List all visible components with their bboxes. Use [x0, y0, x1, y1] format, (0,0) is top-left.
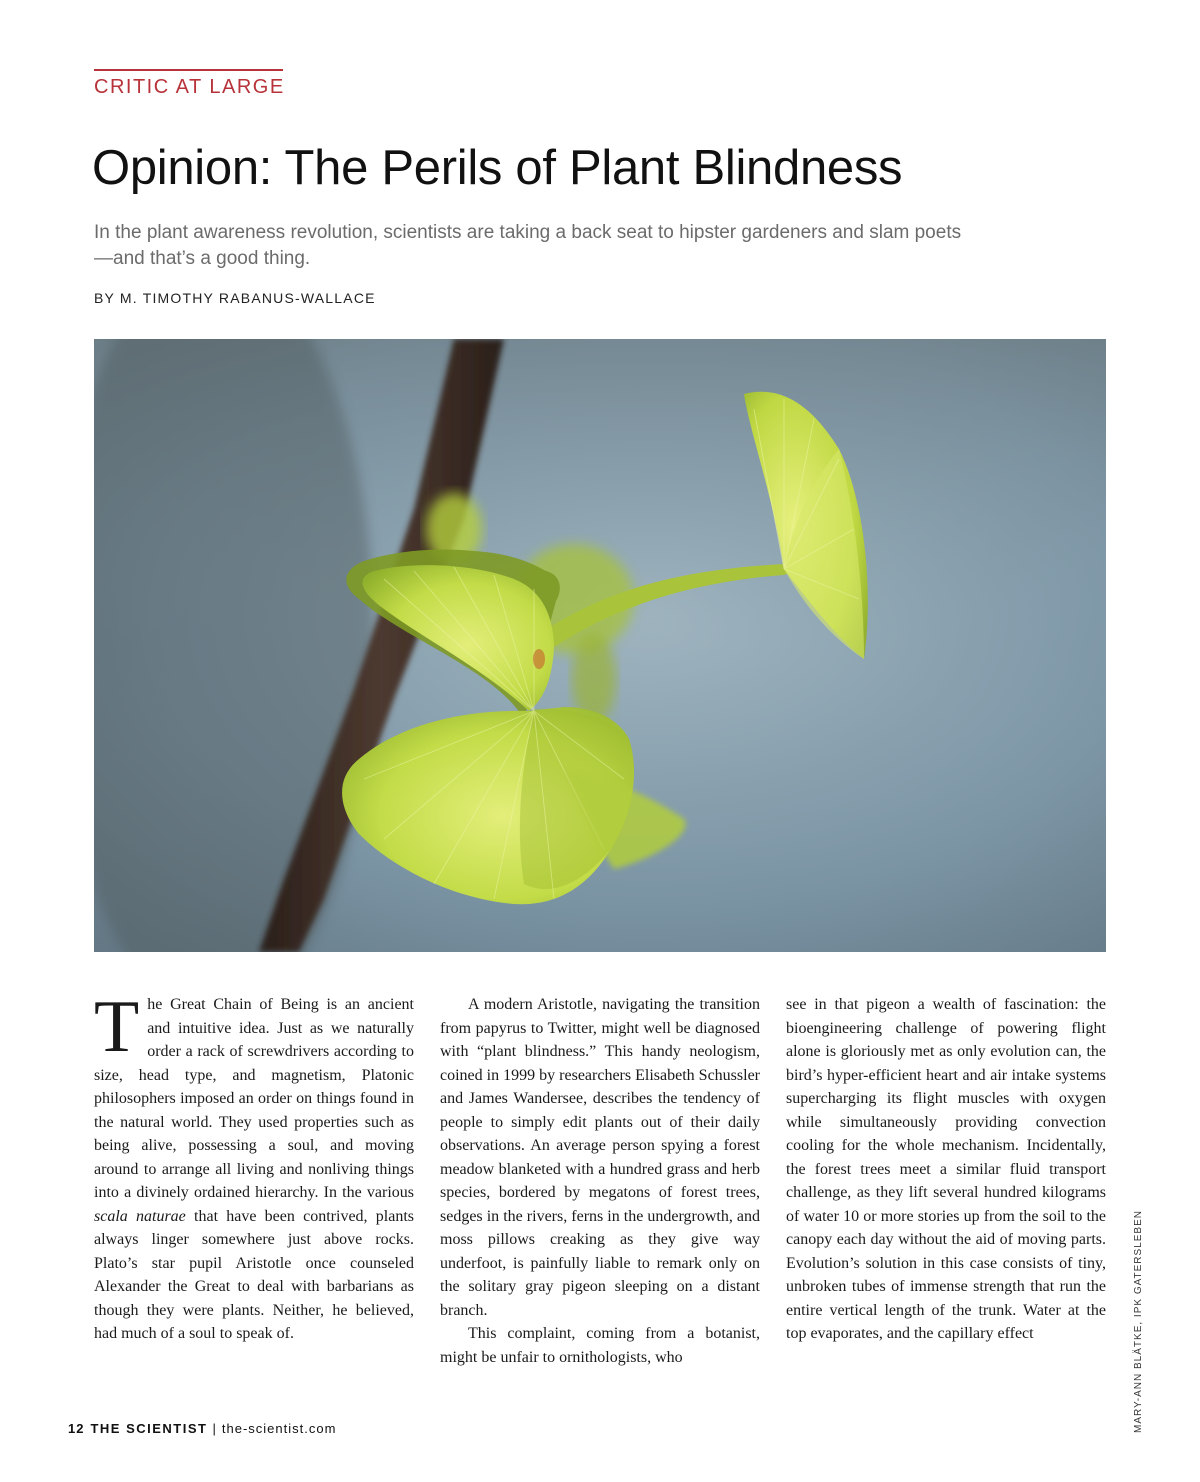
- section-label: CRITIC AT LARGE: [94, 76, 285, 98]
- drop-cap: T: [94, 986, 140, 1068]
- page-footer: [68, 1421, 336, 1436]
- magazine-name: THE SCIENTIST: [90, 1421, 208, 1436]
- footer-separator: |: [212, 1421, 217, 1436]
- byline: BY M. TIMOTHY RABANUS-WALLACE: [94, 290, 376, 306]
- body-column-3: [786, 993, 1106, 1346]
- body-column-1: [94, 986, 414, 1346]
- photo-credit: [1133, 1153, 1153, 1473]
- ginkgo-leaves-image: [94, 339, 1106, 952]
- body-paragraph: This complaint, coming from a botanist, might be unfair to ornithologists, who: [440, 1325, 760, 1366]
- paragraph-text: that have been contrived, plants always linger somewhere just above rocks. Plato’s star pupil Aristotle once counseled Alexander the Great to deal with barbarians as though they were plants. Neither, he believed, had much of a soul to speak of.: [94, 1207, 414, 1342]
- paragraph-text: he Great Chain of Being is an ancient and intuitive idea. Just as we naturally order a rack of screwdrivers according to size, head type, and magnetism, Platonic philosophers imposed an order on things found in the natural world. They used properties such as being alive, possessing a soul, and moving around to arrange all living and nonliving things into a divinely ordained hierarchy. In the various: [94, 996, 414, 1201]
- body-paragraph: see in that pigeon a wealth of fascination: the bioengineering challenge of powering flight alone is gloriously met as only evolution can, the bird’s hyper-efficient heart and air intake systems supercharging its flight muscles with oxygen while simultaneously providing convection cooling for the whole mechanism. Incidentally, the forest trees meet a similar fluid transport challenge, as they lift several hundred kilograms of water 10 or more stories up from the soil to the canopy each day without the aid of moving parts. Evolution’s solution in this case consists of tiny, unbroken tubes of immense strength that run the entire vertical length of the trunk. Water at the top evaporates, and the capillary effect: [786, 996, 1106, 1342]
- body-paragraph: A modern Aristotle, navigating the transition from papyrus to Twitter, might well be diagnosed with “plant blindness.” This handy neologism, coined in 1999 by researchers Elisabeth Schussler and James Wandersee, describes the tendency of people to simply edit plants out of their daily observations. An average person spying a forest meadow blanketed with a hundred grass and herb species, bordered by megatons of forest trees, sedges in the rivers, ferns in the undergrowth, and moss pillows creaking as they give way underfoot, is painfully liable to remark only on the solitary gray pigeon sleeping on a distant branch.: [440, 996, 760, 1319]
- article-title: Opinion: The Perils of Plant Blindness: [92, 141, 903, 195]
- section-rule: [94, 69, 283, 71]
- footer-url: the-scientist.com: [221, 1421, 337, 1436]
- page-number: 12: [68, 1421, 85, 1436]
- photo-credit-text: MARY-ANN BLÄTKE, IPK GATERSLEBEN: [1133, 1210, 1144, 1433]
- paragraph-italic-text: scala naturae: [94, 1207, 186, 1225]
- body-paragraph: [94, 986, 414, 1346]
- body-column-2: [440, 993, 760, 1369]
- article-dek: In the plant awareness revolution, scientists are taking a back seat to hipster gardeners and slam poets—and that’s a good thing.: [94, 222, 962, 269]
- ginkgo-photo: [94, 339, 1106, 952]
